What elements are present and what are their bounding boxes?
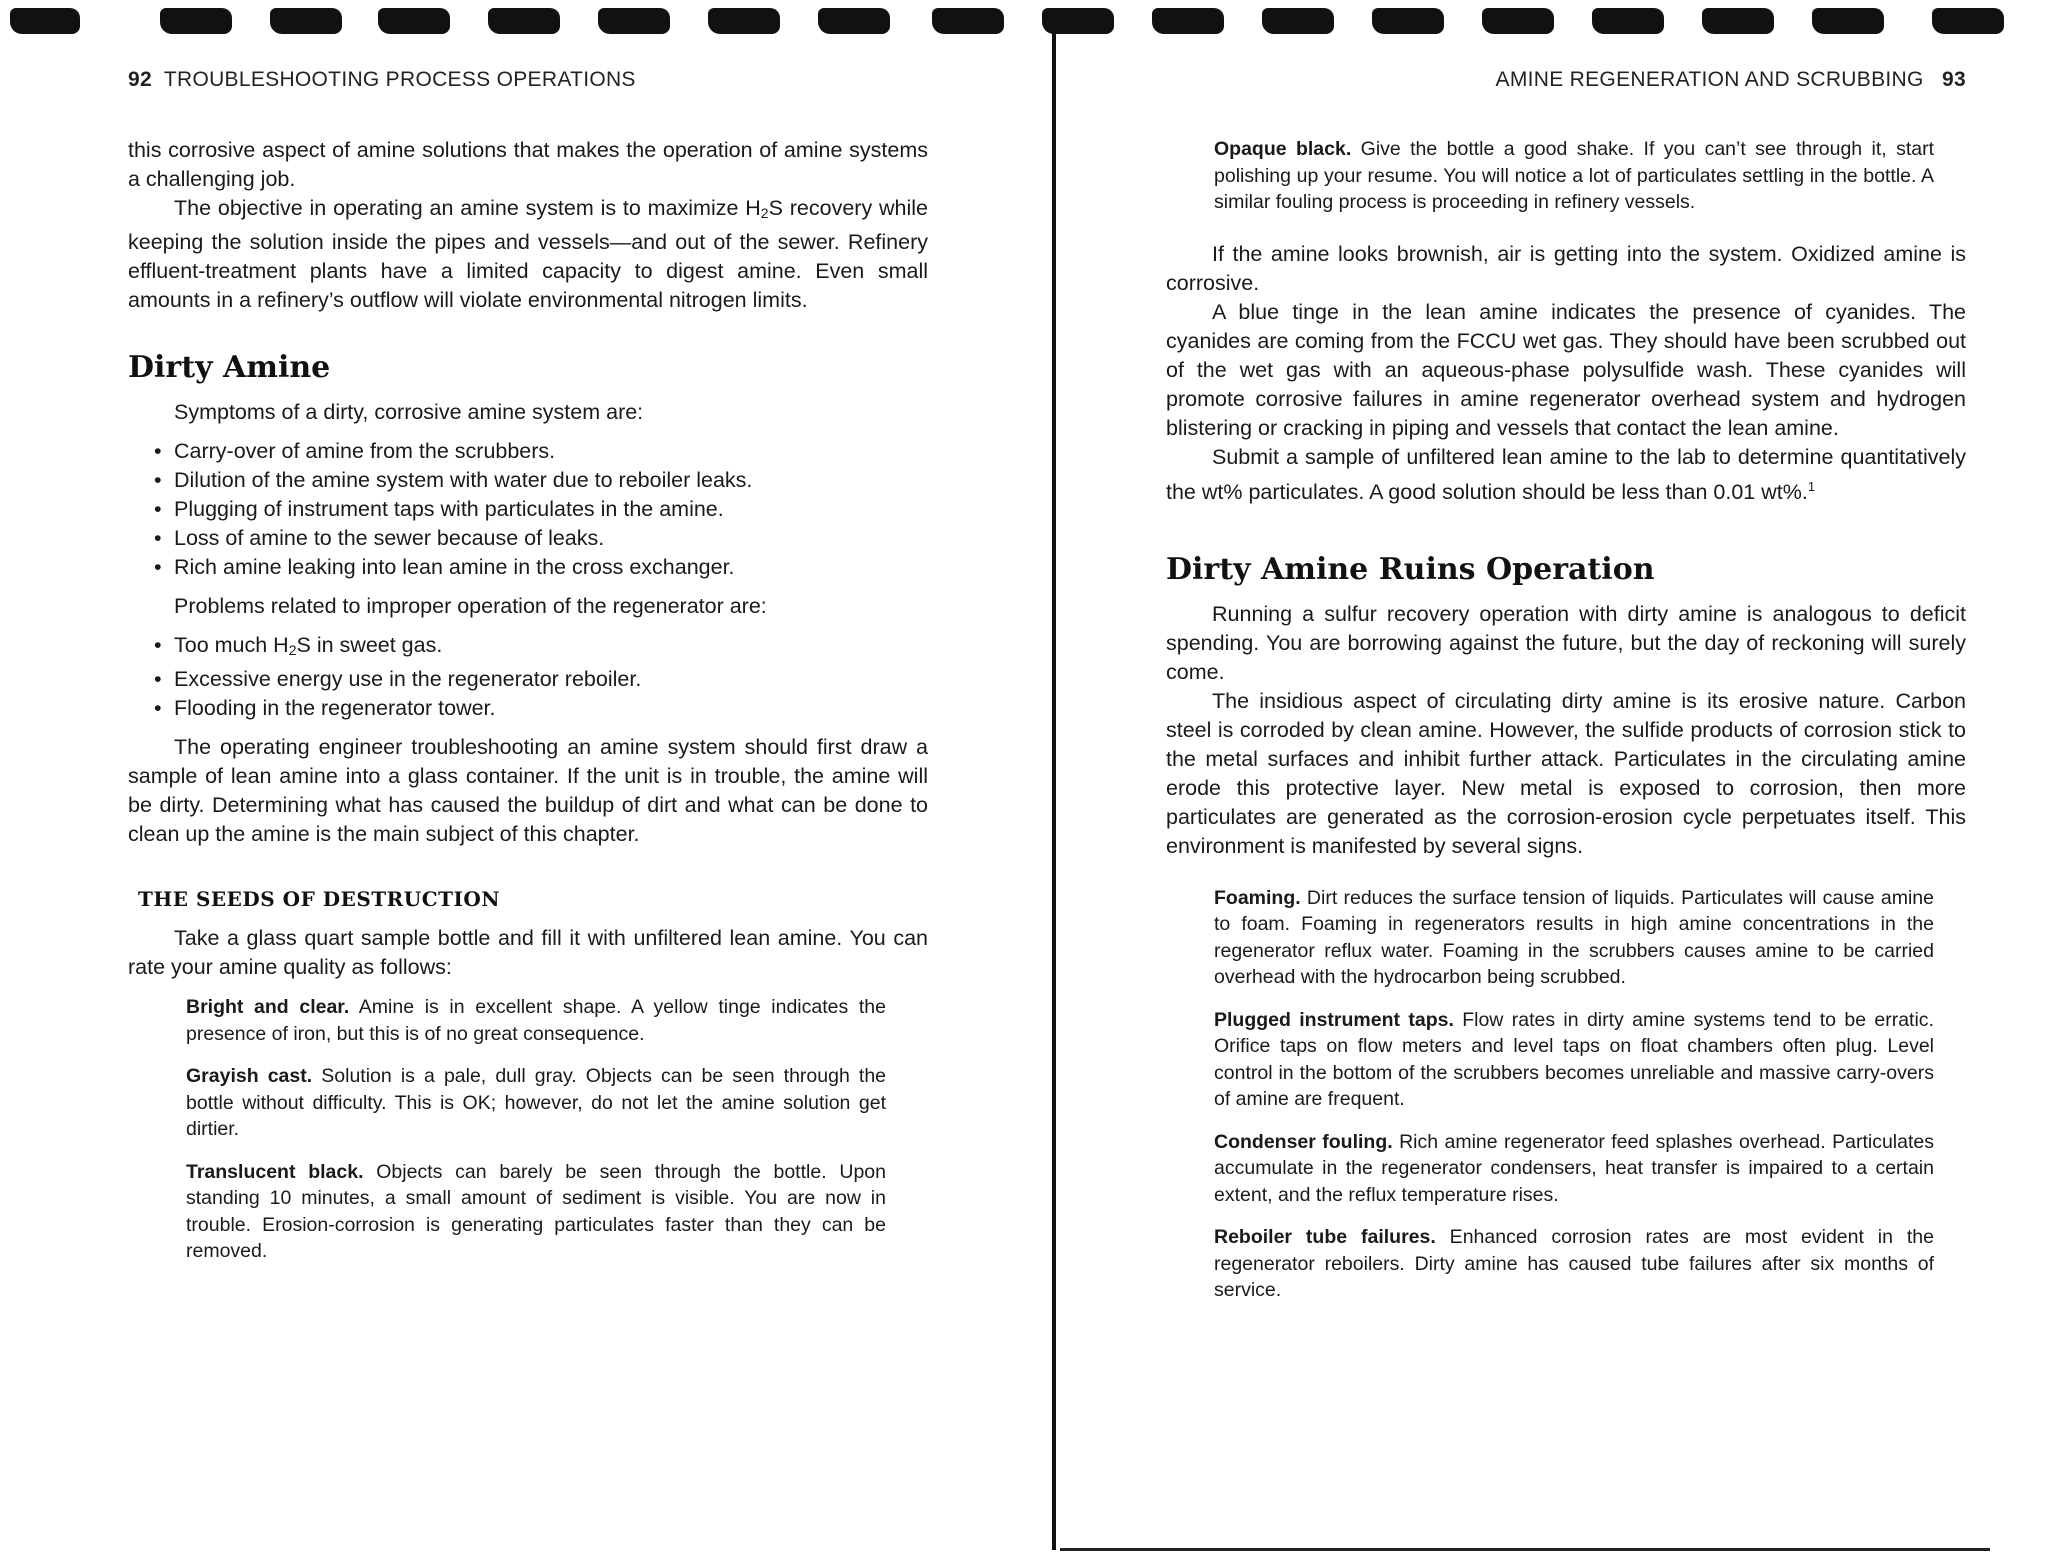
- sign-item: Plugged instrument taps. Flow rates in dirty amine systems tend to be erratic. Orifice taps on flow meters and level taps on float chambers often plug. Level control in the bottom of the scrubbers becomes unreliable and massive carry-overs of amine are frequent.: [1214, 1008, 1934, 1111]
- running-head-title: AMINE REGENERATION AND SCRUBBING: [1495, 68, 1924, 91]
- symptoms-list: [154, 437, 928, 582]
- section-heading: Dirty Amine: [128, 350, 331, 385]
- binding-hole: [818, 8, 890, 34]
- page-number: 92: [128, 68, 152, 91]
- page-bottom-edge: [1060, 1548, 1990, 1551]
- spiral-binding: [0, 0, 2048, 44]
- paragraph: The objective in operating an amine system is to maximize $H_2S$ recovery while keeping the solution inside the pipes and vessels—and out of the sewer. Refinery effluent-treatment plants have a limited capacity to digest amine. Even small amounts in a refinery’s outflow will violate environmental nitrogen limits.: [128, 196, 929, 312]
- sign-item: Condenser fouling. Rich amine regenerator feed splashes overhead. Particulates accumulate in the regenerator condensers, heat transfer is impaired to a certain extent, and the reflux temperature rises.: [1214, 1130, 1934, 1206]
- right-body: [1166, 136, 1966, 1304]
- rating-item: Opaque black. Give the bottle a good shake. If you can’t see through it, start polishing up your resume. You will notice a lot of particulates settling in the bottle. A similar fouling process is proceeding in refinery vessels.: [1214, 138, 1934, 213]
- binding-hole: [1372, 8, 1444, 34]
- binding-hole: [378, 8, 450, 34]
- rating-item: Grayish cast. Solution is a pale, dull gray. Objects can be seen through the bottle without difficulty. This is OK; however, do not let the amine solution get dirtier.: [186, 1065, 887, 1140]
- rating-item: Translucent black. Objects can barely be seen through the bottle. Upon standing 10 minutes, a small amount of sediment is visible. You are now in trouble. Erosion-corrosion is generating particulates faster than they can be removed.: [186, 1160, 886, 1262]
- paragraph: Running a sulfur recovery operation with dirty amine is analogous to deficit spending. You are borrowing against the future, but the day of reckoning will surely come.: [1166, 601, 1966, 684]
- rating-item: Bright and clear. Amine is in excellent shape. A yellow tinge indicates the presence of iron, but this is of no great consequence.: [186, 996, 886, 1045]
- list-item: • Carry-over of amine from the scrubbers.: [154, 437, 928, 466]
- subheading: THE SEEDS OF DESTRUCTION: [138, 887, 501, 911]
- binding-hole: [10, 8, 80, 34]
- binding-hole: [160, 8, 232, 34]
- binding-hole: [1932, 8, 2004, 34]
- book-spine: [1052, 30, 1056, 1550]
- paragraph: The operating engineer troubleshooting an amine system should first draw a sample of lean amine into a glass container. If the unit is in trouble, the amine will be dirty. Determining what has caused the buildup of dirt and what can be done to clean up the amine is the main subject of this chapter.: [128, 735, 928, 846]
- list-item: • Dilution of the amine system with water due to reboiler leaks.: [154, 466, 928, 495]
- binding-hole: [488, 8, 560, 34]
- binding-hole: [1152, 8, 1224, 34]
- right-page: [1166, 60, 1966, 1530]
- list-item: • Excessive energy use in the regenerator reboiler.: [154, 665, 928, 694]
- binding-hole: [598, 8, 670, 34]
- binding-hole: [1812, 8, 1884, 34]
- left-body: [128, 136, 928, 1265]
- list-item: • Loss of amine to the sewer because of leaks.: [154, 524, 928, 553]
- paragraph: The insidious aspect of circulating dirty amine is its erosive nature. Carbon steel is corroded by clean amine. However, the sulfide products of corrosion stick to the metal surfaces and inhibit further attack. Particulates in the circulating amine erode this protective layer. New metal is exposed to corrosion, then more particulates are generated as the corrosion-erosion cycle perpetuates itself. This environment is manifested by several signs.: [1166, 688, 1966, 858]
- paragraph: A blue tinge in the lean amine indicates the presence of cyanides. The cyanides are coming from the FCCU wet gas. They should have been scrubbed out of the wet gas with an aqueous-phase polysulfide wash. These cyanides will promote corrosive failures in amine regenerator overhead system and hydrogen blistering or cracking in piping and vessels that contact the lean amine.: [1166, 299, 1966, 440]
- page-number: 93: [1942, 68, 1966, 91]
- list-item: • Plugging of instrument taps with particulates in the amine.: [154, 495, 928, 524]
- binding-hole: [708, 8, 780, 34]
- problems-list: [154, 631, 928, 723]
- list-item: • Too much $H_2S$ in sweet gas.: [154, 631, 928, 665]
- binding-hole: [1702, 8, 1774, 34]
- running-head-left: [128, 68, 636, 92]
- running-head-title: TROUBLESHOOTING PROCESS OPERATIONS: [163, 68, 636, 91]
- sign-item: Foaming. Dirt reduces the surface tension of liquids. Particulates will cause amine to foam. Foaming in regenerators results in high amine concentrations in the regenerator reflux water. Foaming in the scrubbers causes amine to be carried overhead with the hydrocarbon being scrubbed.: [1214, 886, 1934, 989]
- running-head-right: [1496, 68, 1966, 92]
- sign-item: Reboiler tube failures. Enhanced corrosion rates are most evident in the regenerator reboilers. Dirty amine has caused tube failures after six months of service.: [1214, 1226, 1934, 1302]
- binding-hole: [932, 8, 1004, 34]
- binding-hole: [1482, 8, 1554, 34]
- paragraph: Submit a sample of unfiltered lean amine to the lab to determine quantitatively the wt% particulates. A good solution should be less than 0.01 wt%.$^1$: [1166, 444, 1966, 504]
- left-page: [128, 60, 928, 1530]
- section-heading: Dirty Amine Ruins Operation: [1166, 551, 1655, 587]
- binding-hole: [1262, 8, 1334, 34]
- paragraph: If the amine looks brownish, air is getting into the system. Oxidized amine is corrosive.: [1166, 241, 1966, 295]
- list-item: • Rich amine leaking into lean amine in the cross exchanger.: [154, 553, 928, 582]
- paragraph: Symptoms of a dirty, corrosive amine system are:: [174, 400, 644, 424]
- list-item: • Flooding in the regenerator tower.: [154, 694, 928, 723]
- binding-hole: [1592, 8, 1664, 34]
- paragraph: Take a glass quart sample bottle and fill it with unfiltered lean amine. You can rate your amine quality as follows:: [128, 926, 928, 979]
- binding-hole: [270, 8, 342, 34]
- paragraph: Problems related to improper operation of the regenerator are:: [174, 594, 767, 618]
- paragraph: this corrosive aspect of amine solutions that makes the operation of amine systems a challenging job.: [128, 138, 928, 191]
